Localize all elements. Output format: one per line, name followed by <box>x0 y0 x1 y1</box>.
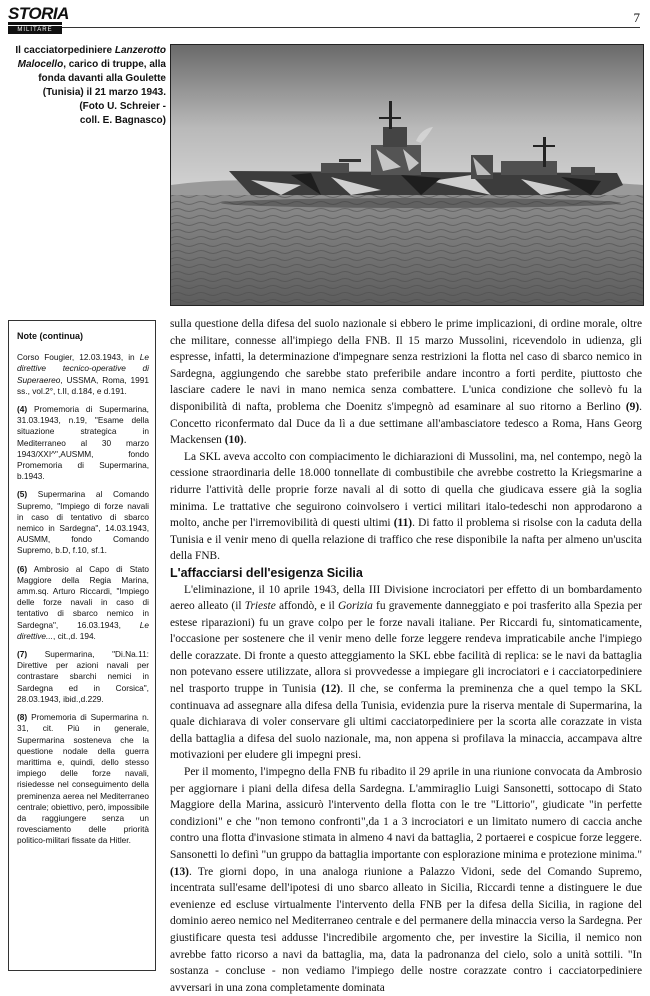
paragraph-text: . Tre giorni dopo, in una analoga riunione a Palazzo Vidoni, sede del Comando Supremo, incentrata sull'esame dell'ipotesi di uno sbarco alleato in Sicilia, Riccardi tenne a distinguere le due evenienze ed escluse virtualmente l'intervento della FNB per la difesa della Sicilia, in ragione del dominio aereo nemico nel Mediterraneo centrale e del permanere della minaccia verso la Sardegna. Per giustificare questa tesi addusse l'incredibile argomento che, per investire la Sicilia, il nemico non avrebbe fatto ricorso a navi da battaglia, ma, data la padronanza del cielo, solo a unità sottili. "In sostanza - concluse - non vediamo l'impiego delle nostre corazzate contro i cacciatorpediniere avversari in una zona completamente dominata <box>170 865 642 994</box>
footnote-ref: (11) <box>393 517 413 530</box>
header-rule <box>62 27 640 28</box>
footnotes-box <box>8 320 156 971</box>
footnote-ref: (13) <box>170 865 189 878</box>
footnote-number: (7) <box>17 649 28 660</box>
footnote-text: Ambrosio al Capo di Stato Maggiore della Regia Marina, amm.sq. Arturo Riccardi, "Impiego delle forze navali in caso di tentativo di sbarco nemico in Sardegna", 16.03.1943, <box>17 563 149 630</box>
paragraph-text: . Concetto riconfermato dal Duce da lì a due settimane all'ambasciatore tedesco a Roma, Hans Georg Mackensen <box>170 400 642 447</box>
footnote-number: (4) <box>17 404 28 415</box>
caption-credit: (Foto U. Schreier - <box>79 101 166 112</box>
footnote-title-italic: Le direttive tecnico-operative di Superaereo <box>17 352 149 385</box>
paragraph <box>170 582 642 765</box>
paragraph <box>170 764 642 996</box>
footnote-ref: (10) <box>224 434 244 447</box>
footnote-text: Promemoria di Supermarina, 31.03.1943, n.19, "Esame della situazione strategica in Mediterraneo al 30 marzo 1943/XXI^",AUSMM, fondo Promemoria di Supermarina, b.1943. <box>17 404 149 482</box>
footnote-number: (5) <box>17 489 28 500</box>
caption-text: Il cacciatorpediniere <box>15 45 115 56</box>
logo-title: STORIA <box>8 4 69 23</box>
paragraph-text: . <box>243 434 247 447</box>
logo-subtitle: MILITARE <box>8 26 62 34</box>
footnote-8 <box>17 712 149 846</box>
footnote-6 <box>17 564 149 642</box>
paragraph-text: La SKL aveva accolto con compiacimento le dichiarazioni di Mussolini, ma, nel contempo, negò la cessione straordinaria delle 18.000 tonnellate di combustibile che avrebbe costretto la Kriegsmarine a ridurre l'attività delle proprie forze navali al di sotto di quella che giudicava essere già la soglia minima. Le trattative che seguirono coinvolsero i vertici militari italo-tedeschi non approdarono a molto, anche per l'irremovibilità di questi ultimi <box>170 450 642 530</box>
article-body <box>170 316 642 996</box>
paragraph-text: Per il momento, l'impegno della FNB fu ribadito il 29 aprile in una riunione convocata da Ambrosio per aggiornare i piani della difesa della Sardegna. L'ammiraglio Luigi Sansonetti, sottocapo di Stato Maggiore della Marina, assicurò l'intervento della flotta con le tre "Littorio", giudicate "in perfette condizioni" e che "non temono confronti",da 1 a 3 incrociatori e un limitato numero di caccia anche contro una flotta d'invasione stimata in almeno 4 navi da battaglia, 2 portaerei e cospicue forze leggere. Sansonetti lo definì "un gruppo da battaglia importante con esplorazione minima e protezione minima." <box>170 766 642 861</box>
section-heading: L'affacciarsi dell'esigenza Sicilia <box>170 565 363 580</box>
caption-credit: coll. E. Bagnasco) <box>79 115 166 126</box>
caption-text: (Tunisia) il 21 marzo 1943. <box>42 87 166 98</box>
destroyer-photo <box>170 44 644 306</box>
footnote-text: Supermarina al Comando Supremo, "Impiego di forze navali in caso di tentativo di sbarco nemico in Sardegna", 14.03.1943, AUSMM, fondo Comando Supremo, b.D, f.10, sf.1. <box>17 489 149 556</box>
footnote-title-italic: Le direttive... <box>17 619 149 641</box>
footnote-number: (6) <box>17 563 28 574</box>
paragraph <box>170 316 642 449</box>
ship-name: Gorizia <box>338 600 373 613</box>
footnote-4 <box>17 404 149 482</box>
ship-name: Trieste <box>244 600 276 613</box>
footnotes-title: Note (continua) <box>17 331 83 341</box>
caption-ship-name: Malocello <box>17 59 64 70</box>
paragraph-text: L'eliminazione, il 10 aprile 1943, della III Divisione incrociatori per effetto di un bombardamento aereo alleato (il <box>170 583 642 613</box>
footnote-text: Promemoria di Supermarina n. 31, cit. Più in generale, Supermarina sosteneva che la questione nodale della guerra marittima e, quindi, dello stesso impiego delle forze navali, risiedesse nel conseguimento della preminenza aerea nel Mediterraneo centrale; obiettivo, però, impossibile da raggiungere senza un rovesciamento delle priorità politico-militari fissate da Hitler. <box>17 712 149 846</box>
photo-caption <box>6 44 166 128</box>
footnote-text: , cit.,d. 194. <box>52 630 96 641</box>
footnote-number: (8) <box>17 712 28 723</box>
page-number: 7 <box>633 10 640 25</box>
paragraph-text: . Il che, se conferma la preminenza che a quel tempo la SKL continuava ad assegnare alla difesa della Tunisia, evidenzia pure la riserva mentale di Supermarina, la quale dichiarava di voler conservare gli ultimi cacciatorpediniere per la scorta alle corazzate in vista della battaglia a difesa del suolo nazionale, ma, non appena si profilava la minaccia, accampava altre motivazioni per eludere gli impegni presi. <box>170 683 642 762</box>
magazine-logo <box>8 4 69 34</box>
paragraph-text: fu gravemente danneggiato e poi trasferito alla Spezia per estese riparazioni) fu un grave colpo per le forze navali italiane. Per Riccardi fu, sintomaticamente, l'occasione per sostenere che il venir meno delle forze leggere rendeva impraticabile anche l'impiego delle corazzate. Di fronte a questo atteggiamento la SKL ebbe facilità di replica: se le navi da battaglia non potevano essere utilizzate, allora si provvedesse a impiegare gli incrociatori e i cacciatorpediniere nel trasporto truppe in Tunisia <box>170 600 643 696</box>
paragraph-text: sulla questione della difesa del suolo nazionale si ebbero le prime implicazioni, di ordine morale, oltre che militare, connesse all'impiego della FNB. Il 15 marzo Mussolini, ricevendolo in udienza, gli espresse, infatti, la determinazione d'impegnare senza restrizioni la flotta nel caso di sbarco nemico in Sardegna, aggiungendo che sarebbe stato preferibile andare incontro a forti perdite, piuttosto che lasciare cadere le navi in mano nemica senza combattere. L'unica condizione che sollevò fu la disponibilità di nafta, problema che Doenitz s'impegnò ad esaminare al suo ritorno a Berlino <box>170 318 642 413</box>
caption-text: , carico di truppe, alla <box>63 59 166 70</box>
footnote-ref: (9) <box>625 400 640 413</box>
caption-text: fonda davanti alla Goulette <box>38 73 166 84</box>
footnote-text: Corso Fougier, 12.03.1943, in <box>17 352 140 363</box>
footnote-ref: (12) <box>321 683 341 696</box>
footnote-7 <box>17 649 149 705</box>
paragraph <box>170 449 642 565</box>
footnote-3-cont <box>17 352 149 397</box>
caption-ship-name: Lanzerotto <box>114 45 166 56</box>
footnote-5 <box>17 489 149 556</box>
paragraph-text: affondò, e il <box>275 600 339 613</box>
paragraph-text: . Di fatto il problema si risolse con la caduta della Tunisia e il venir meno di quella relazione di traffico che rese disponibile la nafta per almeno un'uscita della FNB. <box>170 517 642 563</box>
footnote-text: Supermarina, "Di.Na.11: Direttive per azioni navali per contrastare sbarchi nemici in Sardegna ed in Corsica", 28.03.1943, ibid.,d.229. <box>17 649 149 704</box>
footnote-text: , USSMA, Roma, 1991 ss., vol.2°, t.II, d.184, e d.191. <box>17 374 149 396</box>
